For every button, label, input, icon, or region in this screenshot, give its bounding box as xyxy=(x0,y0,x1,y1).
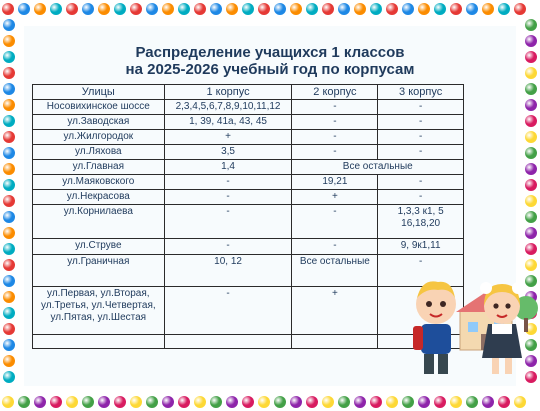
decor-bead xyxy=(354,3,366,15)
decor-bead xyxy=(525,131,537,143)
building-2-cell: - xyxy=(292,115,378,130)
building-2-cell: - xyxy=(292,239,378,255)
street-cell: Носовихинское шоссе xyxy=(33,100,165,115)
decor-bead xyxy=(66,396,78,408)
table-row xyxy=(33,239,464,255)
table-row xyxy=(33,175,464,190)
building-2-cell: + xyxy=(292,287,378,335)
decor-bead xyxy=(3,35,15,47)
decor-bead xyxy=(50,3,62,15)
decor-bead xyxy=(354,396,366,408)
decor-bead xyxy=(386,396,398,408)
decor-bead xyxy=(525,83,537,95)
building-2-cell: - xyxy=(292,205,378,239)
decor-bead xyxy=(130,396,142,408)
decor-bead xyxy=(525,19,537,31)
building-3-cell: - xyxy=(378,255,464,287)
decor-bead xyxy=(258,3,270,15)
street-cell: ул.Ляхова xyxy=(33,145,165,160)
decor-bead xyxy=(3,163,15,175)
decor-bead xyxy=(274,3,286,15)
decor-bead xyxy=(525,147,537,159)
decor-bead xyxy=(3,371,15,383)
decor-bead xyxy=(525,115,537,127)
street-cell: ул.Главная xyxy=(33,160,165,175)
decor-bead xyxy=(2,3,14,15)
decor-bead xyxy=(66,3,78,15)
decor-bead xyxy=(370,396,382,408)
decor-bead xyxy=(3,67,15,79)
decor-bead xyxy=(3,99,15,111)
table-row xyxy=(33,160,464,175)
decor-bead xyxy=(146,3,158,15)
table-row xyxy=(33,255,464,287)
decor-bead xyxy=(194,3,206,15)
building-3-cell: - xyxy=(378,190,464,205)
building-3-cell: 1,3,3 к1, 5 16,18,20 xyxy=(378,205,464,239)
decor-bead xyxy=(370,3,382,15)
table-row xyxy=(33,100,464,115)
table-row xyxy=(33,190,464,205)
title-line-1: Распределение учащихся 1 классов xyxy=(135,44,405,61)
table-row xyxy=(33,115,464,130)
decor-bead xyxy=(3,147,15,159)
decor-bead xyxy=(3,307,15,319)
decor-bead xyxy=(525,99,537,111)
decor-bead xyxy=(18,3,30,15)
decor-bead xyxy=(226,396,238,408)
street-cell xyxy=(33,335,165,349)
building-1-cell: - xyxy=(164,175,292,190)
building-2-cell: + xyxy=(292,190,378,205)
decor-bead xyxy=(3,195,15,207)
building-1-cell: + xyxy=(164,130,292,145)
decor-bead xyxy=(2,396,14,408)
street-cell: ул.Некрасова xyxy=(33,190,165,205)
decor-bead xyxy=(50,396,62,408)
decor-bead xyxy=(338,3,350,15)
header-building-3: 3 корпус xyxy=(378,85,464,100)
street-cell: ул.Корнилаева xyxy=(33,205,165,239)
decor-bead xyxy=(418,396,430,408)
decor-bead xyxy=(386,3,398,15)
street-cell: ул.Первая, ул.Вторая, ул.Третья, ул.Четвертая, ул.Пятая, ул.Шестая xyxy=(33,287,165,335)
title-line-2: на 2025-2026 учебный год по корпусам xyxy=(125,61,415,78)
table-row xyxy=(33,130,464,145)
decor-bead xyxy=(114,3,126,15)
decor-bead xyxy=(3,211,15,223)
decor-bead xyxy=(242,3,254,15)
table-row xyxy=(33,205,464,239)
distribution-table xyxy=(32,84,464,349)
decor-bead xyxy=(242,396,254,408)
building-1-cell: - xyxy=(164,205,292,239)
decor-bead xyxy=(210,396,222,408)
table-row xyxy=(33,287,464,335)
decor-bead xyxy=(130,3,142,15)
building-3-cell: - xyxy=(378,100,464,115)
decor-bead xyxy=(3,179,15,191)
table-header-row xyxy=(33,85,464,100)
decor-bead xyxy=(34,3,46,15)
decor-bead xyxy=(306,396,318,408)
decor-bead xyxy=(498,3,510,15)
decor-bead xyxy=(338,396,350,408)
building-2-3-merged-cell: Все остальные xyxy=(292,160,464,175)
building-1-cell: - xyxy=(164,287,292,335)
building-1-cell: 3,5 xyxy=(164,145,292,160)
building-1-cell: 10, 12 xyxy=(164,255,292,287)
decor-bead xyxy=(3,291,15,303)
building-2-cell: - xyxy=(292,130,378,145)
decor-bead xyxy=(514,3,526,15)
decor-bead xyxy=(162,396,174,408)
decor-bead xyxy=(525,179,537,191)
decor-bead xyxy=(525,51,537,63)
decor-bead xyxy=(434,3,446,15)
decor-bead xyxy=(3,131,15,143)
header-building-2: 2 корпус xyxy=(292,85,378,100)
building-3-cell: - xyxy=(378,175,464,190)
street-cell: ул.Жилгородок xyxy=(33,130,165,145)
header-streets: Улицы xyxy=(33,85,165,100)
building-1-cell: - xyxy=(164,190,292,205)
decor-bead xyxy=(3,227,15,239)
decor-bead xyxy=(402,3,414,15)
decor-bead xyxy=(194,396,206,408)
decor-bead xyxy=(290,3,302,15)
building-2-cell: 19,21 xyxy=(292,175,378,190)
decor-bead xyxy=(498,396,510,408)
decor-bead xyxy=(525,163,537,175)
decor-bead xyxy=(226,3,238,15)
table-row xyxy=(33,145,464,160)
decor-bead xyxy=(434,396,446,408)
building-3-cell: - xyxy=(378,130,464,145)
page-title xyxy=(24,44,516,78)
header-building-1: 1 корпус xyxy=(164,85,292,100)
street-cell: ул.Граничная xyxy=(33,255,165,287)
decor-bead xyxy=(525,67,537,79)
building-2-cell: Все остальные xyxy=(292,255,378,287)
decor-bead xyxy=(3,51,15,63)
decor-bead xyxy=(525,195,537,207)
building-1-cell xyxy=(164,335,292,349)
building-3-cell: 9, 9к1,11 xyxy=(378,239,464,255)
decor-bead xyxy=(82,3,94,15)
decor-bead xyxy=(290,396,302,408)
decor-bead xyxy=(3,323,15,335)
decor-bead xyxy=(482,396,494,408)
decor-bead xyxy=(3,275,15,287)
decor-bead xyxy=(3,355,15,367)
building-1-cell: 1, 39, 41а, 43, 45 xyxy=(164,115,292,130)
street-cell: ул.Заводская xyxy=(33,115,165,130)
decor-bead xyxy=(178,396,190,408)
decor-bead xyxy=(98,396,110,408)
decor-bead xyxy=(114,396,126,408)
decor-bead xyxy=(306,3,318,15)
decor-bead xyxy=(98,3,110,15)
building-1-cell: - xyxy=(164,239,292,255)
decor-bead xyxy=(178,3,190,15)
decor-bead xyxy=(450,3,462,15)
decor-bead xyxy=(322,396,334,408)
decor-bead xyxy=(274,396,286,408)
decor-bead xyxy=(525,227,537,239)
building-2-cell: - xyxy=(292,100,378,115)
decor-bead xyxy=(3,83,15,95)
decor-bead xyxy=(525,35,537,47)
table-row xyxy=(33,335,464,349)
building-2-cell: - xyxy=(292,145,378,160)
decor-bead xyxy=(3,243,15,255)
decor-bead xyxy=(514,396,526,408)
decor-bead xyxy=(146,396,158,408)
decor-bead xyxy=(18,396,30,408)
building-1-cell: 2,3,4,5,6,7,8,9,10,11,12 xyxy=(164,100,292,115)
decor-bead xyxy=(34,396,46,408)
building-2-cell xyxy=(292,335,378,349)
decor-bead xyxy=(525,211,537,223)
building-3-cell: - xyxy=(378,115,464,130)
decor-bead xyxy=(322,3,334,15)
decor-bead xyxy=(162,3,174,15)
decor-bead xyxy=(418,3,430,15)
decor-bead xyxy=(450,396,462,408)
building-1-cell: 1,4 xyxy=(164,160,292,175)
street-cell: ул.Струве xyxy=(33,239,165,255)
school-children-illustration xyxy=(408,252,540,380)
decor-bead xyxy=(466,3,478,15)
decor-bead xyxy=(482,3,494,15)
decor-bead xyxy=(466,396,478,408)
decor-bead xyxy=(3,19,15,31)
decor-bead xyxy=(402,396,414,408)
decor-bead xyxy=(82,396,94,408)
street-cell: ул.Маяковского xyxy=(33,175,165,190)
building-3-cell: - xyxy=(378,145,464,160)
decor-bead xyxy=(258,396,270,408)
decor-bead xyxy=(3,115,15,127)
decor-bead xyxy=(3,259,15,271)
decor-bead xyxy=(3,339,15,351)
decor-bead xyxy=(210,3,222,15)
